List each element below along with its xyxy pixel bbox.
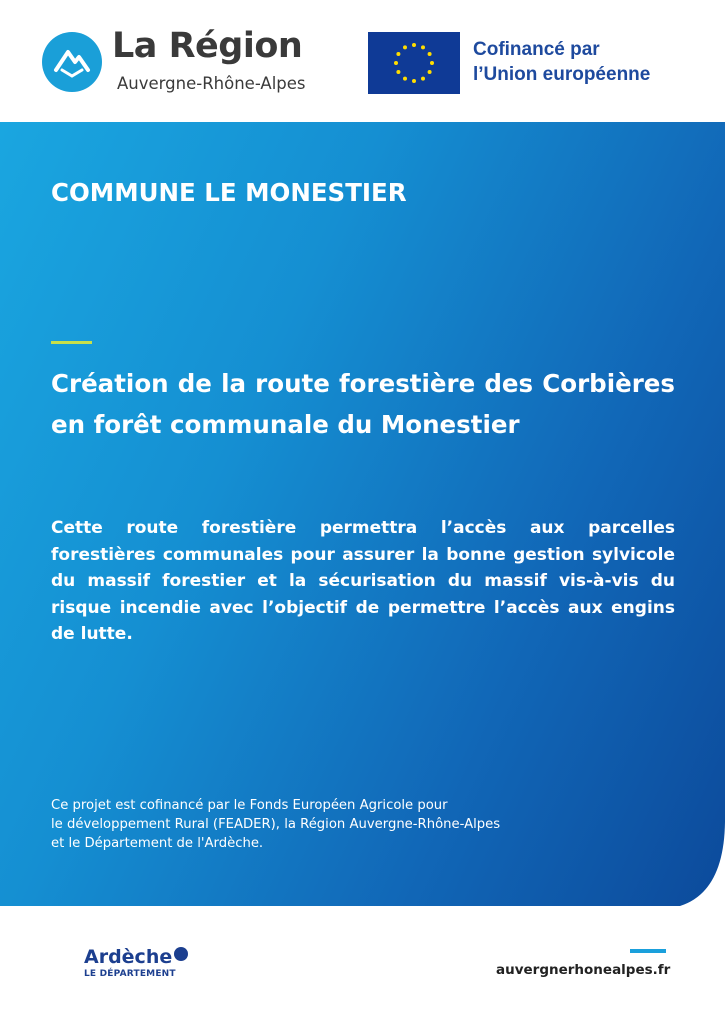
project-title: Création de la route forestière des Corbières en forêt communale du Monestier <box>51 369 675 439</box>
commune-heading: COMMUNE LE MONESTIER <box>51 178 407 207</box>
eu-line-2: l’Union européenne <box>473 64 651 85</box>
eu-cofinancing-label <box>473 37 650 87</box>
region-subtitle: Auvergne-Rhône-Alpes <box>117 74 306 93</box>
cofinancing-line-2: le développement Rural (FEADER), la Région Auvergne-Rhône-Alpes <box>51 817 501 832</box>
website-link[interactable]: auvergnerhonealpes.fr <box>496 962 671 978</box>
footer-accent-line <box>630 949 666 953</box>
ardeche-logo: Ardèche <box>84 946 173 968</box>
blue-panel <box>0 122 725 906</box>
project-description: Cette route forestière permettra l’accès aux parcelles forestières communales pour assurer la bonne gestion sylvicole du massif forestier et la sécurisation du massif vis-à-vis du risque incendie avec l’objectif de permettre l’accès aux engins de lutte. <box>51 518 675 644</box>
region-name: La Région <box>112 26 303 66</box>
ardeche-subtitle: LE DÉPARTEMENT <box>84 969 176 979</box>
cofinancing-line-3: et le Département de l'Ardèche. <box>51 836 264 851</box>
eu-line-1: Cofinancé par <box>473 39 600 60</box>
eu-flag-icon <box>368 32 460 94</box>
accent-divider <box>51 341 92 344</box>
ardeche-mark-icon <box>174 947 188 961</box>
cofinancing-note <box>51 796 571 853</box>
mountain-logo-icon <box>42 32 102 92</box>
cofinancing-line-1: Ce projet est cofinancé par le Fonds Européen Agricole pour <box>51 798 448 813</box>
page-header <box>0 0 725 122</box>
